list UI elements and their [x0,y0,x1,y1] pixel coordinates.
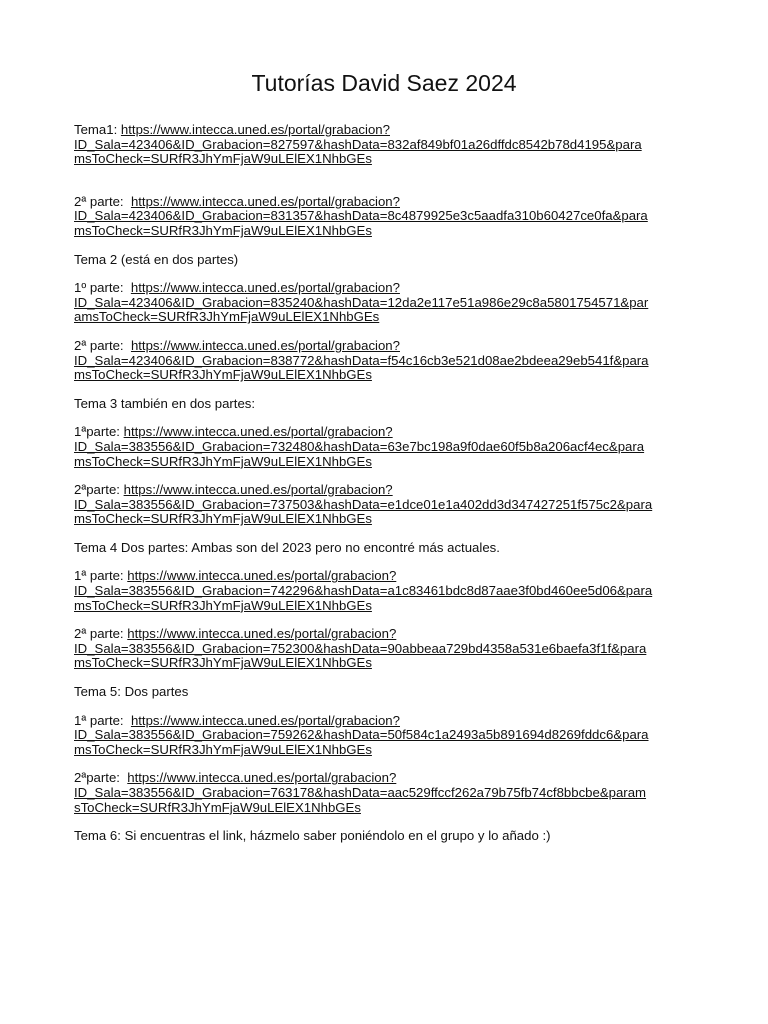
recording-link[interactable]: ID_Sala=383556&ID_Grabacion=763178&hashData=aac529ffccf262a79b75fb74cf8bbcbe&param [74,785,647,800]
entry-label: 2ªparte: [74,770,128,786]
document-body [74,123,704,844]
link-first-line [74,771,704,786]
recording-link[interactable]: ID_Sala=383556&ID_Grabacion=732480&hashData=63e7bc198a9f0dae60f5b8a206acf4ec&para [74,438,645,454]
recording-link[interactable]: sToCheck=SURfR3JhYmFjaW9uLElEX1NhbGEs [74,799,361,815]
link-entry-tema2-parte2 [74,339,704,383]
link-entry-tema4-parte1 [74,569,704,613]
section-heading-tema6: Tema 6: Si encuentras el link, házmelo saber poniéndolo en el grupo y lo añado :) [74,828,551,844]
section-heading-tema5: Tema 5: Dos partes [74,684,189,700]
recording-link[interactable]: msToCheck=SURfR3JhYmFjaW9uLElEX1NhbGEs [74,741,372,757]
link-first-line [74,714,704,729]
recording-link[interactable]: ID_Sala=383556&ID_Grabacion=742296&hashData=a1c83461bdc8d87aae3f0bd460ee5d06&para [74,583,653,599]
link-first-line [74,281,704,296]
link-entry-tema2-parte1 [74,281,704,325]
recording-link[interactable]: https://www.intecca.uned.es/portal/grabacion? [127,568,397,584]
link-first-line [74,425,704,440]
recording-link[interactable]: ID_Sala=383556&ID_Grabacion=752300&hashData=90abbeaa729bd4358a531e6baefa3f1f&para [74,640,647,656]
recording-link[interactable]: msToCheck=SURfR3JhYmFjaW9uLElEX1NhbGEs [74,453,372,469]
link-first-line [74,627,704,642]
recording-link[interactable]: msToCheck=SURfR3JhYmFjaW9uLElEX1NhbGEs [74,597,372,613]
recording-link[interactable]: msToCheck=SURfR3JhYmFjaW9uLElEX1NhbGEs [74,655,372,671]
recording-link[interactable]: https://www.intecca.uned.es/portal/grabacion? [123,424,393,440]
link-entry-tema1-parte2 [74,195,704,239]
entry-label: 1º parte: [74,280,131,296]
section-heading-tema2: Tema 2 (está en dos partes) [74,251,239,267]
recording-link[interactable]: ID_Sala=423406&ID_Grabacion=838772&hashData=f54c16cb3e521d08ae2bdeea29eb541f&para [74,352,649,368]
link-entry-tema5-parte2 [74,771,704,815]
recording-link[interactable]: amsToCheck=SURfR3JhYmFjaW9uLElEX1NhbGEs [74,309,380,325]
recording-link[interactable]: https://www.intecca.uned.es/portal/grabacion? [120,122,390,137]
page-title: Tutorías David Saez 2024 [251,70,517,96]
recording-link[interactable]: https://www.intecca.uned.es/portal/grabacion? [123,482,393,498]
link-first-line [74,123,704,138]
section-heading-tema3: Tema 3 también en dos partes: [74,395,256,411]
recording-link[interactable]: https://www.intecca.uned.es/portal/grabacion? [130,280,400,296]
entry-label: 1ª parte: [74,712,131,728]
entry-label: 2ª parte: [74,626,128,642]
recording-link[interactable]: https://www.intecca.uned.es/portal/grabacion? [130,337,400,353]
link-entry-tema5-parte1 [74,714,704,758]
entry-label: 1ª parte: [74,568,128,584]
recording-link[interactable]: msToCheck=SURfR3JhYmFjaW9uLElEX1NhbGEs [74,151,372,167]
link-first-line [74,569,704,584]
link-entry-tema1 [74,123,704,167]
recording-link[interactable]: ID_Sala=423406&ID_Grabacion=827597&hashData=832af849bf01a26dffdc8542b78d4195&para [74,136,642,152]
recording-link[interactable]: https://www.intecca.uned.es/portal/grabacion? [127,626,397,642]
entry-label: Tema1: [74,122,121,137]
link-first-line [74,195,704,210]
section-heading-tema4: Tema 4 Dos partes: Ambas son del 2023 pero no encontré más actuales. [74,539,500,555]
recording-link[interactable]: https://www.intecca.uned.es/portal/grabacion? [127,770,397,786]
recording-link[interactable]: https://www.intecca.uned.es/portal/grabacion? [130,193,400,209]
link-entry-tema3-parte2 [74,483,704,527]
link-first-line [74,339,704,354]
entry-label: 2ª parte: [74,337,131,353]
recording-link[interactable]: msToCheck=SURfR3JhYmFjaW9uLElEX1NhbGEs [74,511,372,527]
recording-link[interactable]: https://www.intecca.uned.es/portal/grabacion? [130,712,400,728]
link-entry-tema4-parte2 [74,627,704,671]
recording-link[interactable]: ID_Sala=423406&ID_Grabacion=835240&hashData=12da2e117e51a986e29c8a5801754571&par [74,294,649,310]
entry-label: 1ªparte: [74,424,124,440]
recording-link[interactable]: msToCheck=SURfR3JhYmFjaW9uLElEX1NhbGEs [74,222,372,238]
link-entry-tema3-parte1 [74,425,704,469]
recording-link[interactable]: ID_Sala=383556&ID_Grabacion=737503&hashData=e1dce01e1a402dd3d347427251f575c2&para [74,496,653,512]
entry-label: 2ªparte: [74,482,124,498]
link-first-line [74,483,704,498]
recording-link[interactable]: ID_Sala=383556&ID_Grabacion=759262&hashData=50f584c1a2493a5b891694d8269fddc6&para [74,727,649,743]
entry-label: 2ª parte: [74,193,131,209]
recording-link[interactable]: msToCheck=SURfR3JhYmFjaW9uLElEX1NhbGEs [74,367,372,383]
recording-link[interactable]: ID_Sala=423406&ID_Grabacion=831357&hashData=8c4879925e3c5aadfa310b60427ce0fa&para [74,208,648,224]
